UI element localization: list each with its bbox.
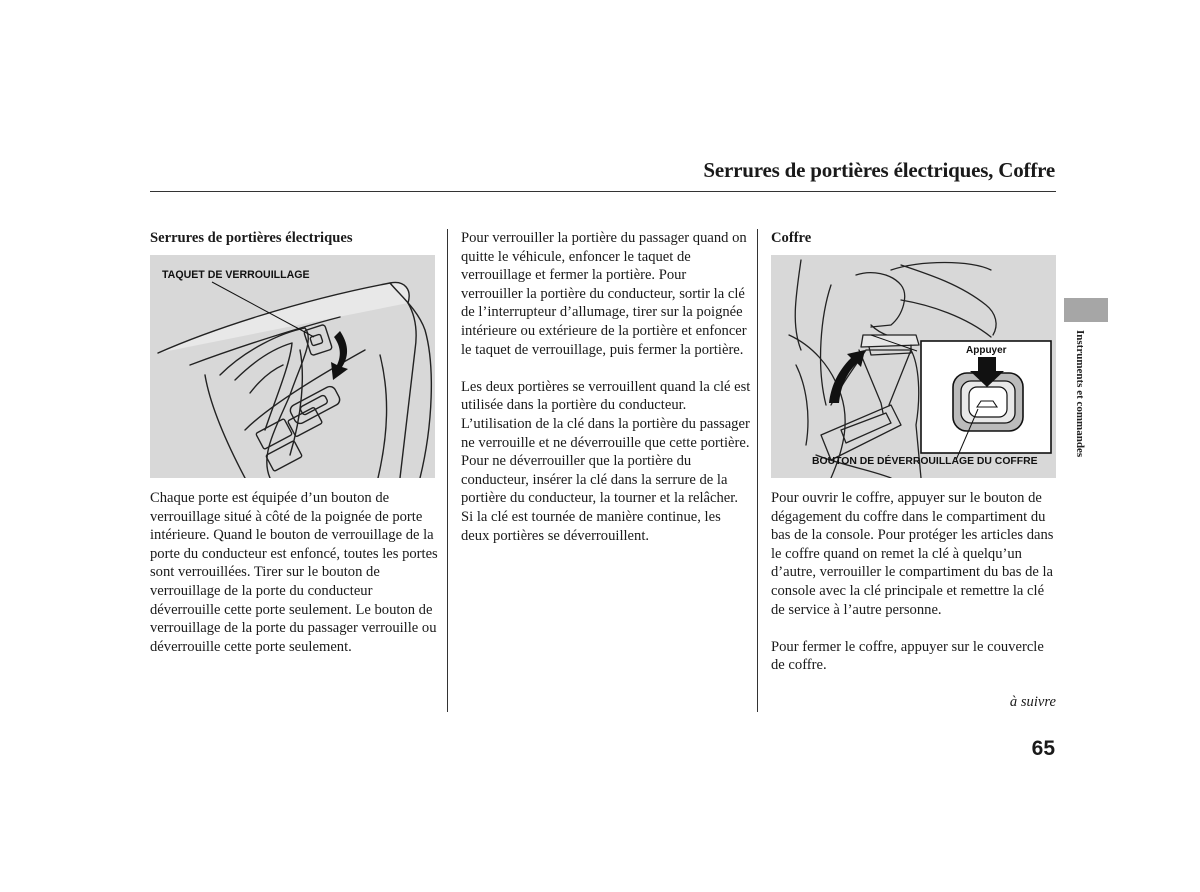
section-heading-power-locks: Serrures de portières électriques — [150, 230, 353, 246]
section-tab — [1064, 298, 1108, 322]
power-locks-body — [150, 489, 440, 656]
trunk-release-illustration — [771, 255, 1056, 478]
page-number: 65 — [1031, 737, 1055, 760]
console-drawing — [771, 255, 1056, 478]
trunk-release-button-label: BOUTON DE DÉVERROUILLAGE DU COFFRE — [812, 456, 1038, 467]
locking-paragraph-1: Pour verrouiller la portière du passager quand on quitte le véhicule, enfoncer le taquet de verrouillage et fermer la portière. Pour verrouiller la portière du conducteur, sortir la clé de l’interrupteur d’allumage, tirer sur la poignée intérieure ou extérieure de la portière et enfoncer le taquet de verrouillage, puis fermer la portière. — [461, 230, 747, 358]
door-panel-drawing — [150, 255, 435, 478]
door-lock-illustration — [150, 255, 435, 478]
power-locks-paragraph: Chaque porte est équipée d’un bouton de verrouillage situé à côté de la poignée de porte intérieure. Quand le bouton de verrouillage de la porte du conducteur est enfoncé, toutes les portes sont verrouillées. Tirer sur le bouton de verrouillage de la porte du conducteur déverrouille cette porte seulement. Le bouton de verrouillage de la porte du passager verrouille ou déverrouille cette porte seulement. — [150, 490, 438, 655]
column-divider-1 — [447, 229, 448, 712]
trunk-body — [771, 489, 1061, 675]
locking-paragraph-2: Les deux portières se verrouillent quand la clé est utilisée dans la portière du conducteur. L’utilisation de la clé dans la portière du passager ne verrouille et ne déverrouille que cette portière. — [461, 378, 751, 451]
column-locking-details — [461, 229, 751, 545]
section-heading-trunk: Coffre — [771, 230, 812, 246]
section-label: Instruments et commandes — [1074, 330, 1086, 458]
continued-note: à suivre — [1009, 694, 1056, 710]
lock-tab-label: TAQUET DE VERROUILLAGE — [162, 269, 310, 281]
press-label: Appuyer — [966, 345, 1007, 356]
trunk-paragraph-2: Pour fermer le coffre, appuyer sur le couvercle de coffre. — [771, 638, 1044, 674]
column-trunk — [771, 229, 1061, 248]
trunk-paragraph-1: Pour ouvrir le coffre, appuyer sur le bouton de dégagement du coffre dans le compartiment du bas de la console. Pour protéger les articles dans le coffre quand on remet la clé à quelqu’un d’autre, verrouiller le compartiment du bas de la console avec la clé principale et remettre la clé de service à l’autre personne. — [771, 490, 1054, 618]
page-title: Serrures de portières électriques, Coffre — [703, 158, 1055, 182]
column-power-locks — [150, 229, 440, 248]
locking-paragraph-3: Pour ne déverrouiller que la portière du conducteur, insérer la clé dans la serrure de la portière du conducteur, la tourner et la relâcher. Si la clé est tournée de manière continue, les deux portières se déverrouillent. — [461, 453, 738, 544]
title-rule — [150, 191, 1056, 192]
column-divider-2 — [757, 229, 758, 712]
